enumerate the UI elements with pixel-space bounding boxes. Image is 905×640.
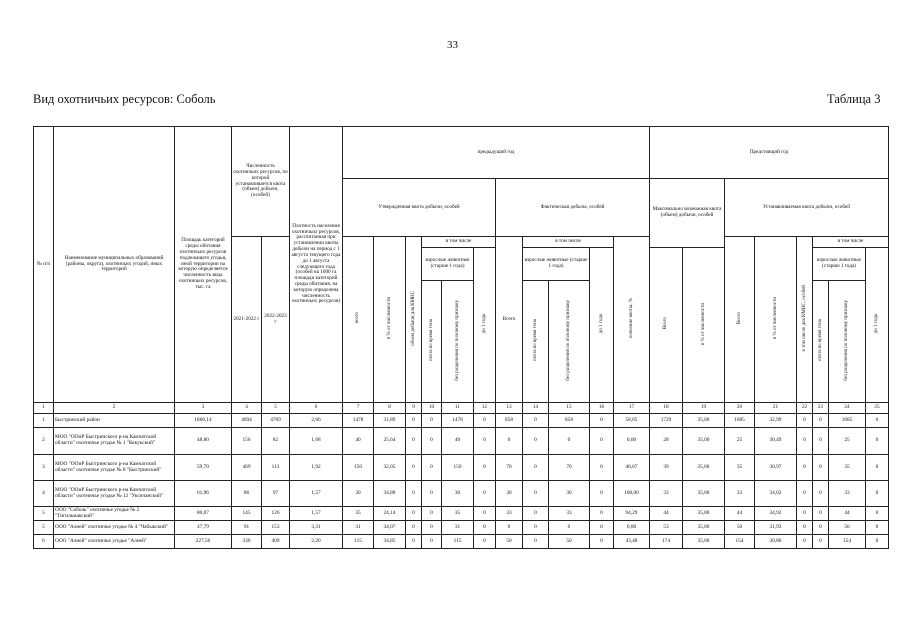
table-cell: 0 bbox=[523, 507, 549, 521]
header-actual-harvest: Фактическая добыча, особей bbox=[496, 179, 650, 237]
table-cell: 33 bbox=[829, 481, 866, 507]
table-label: Таблица 3 bbox=[827, 92, 881, 106]
table-cell: 32,99 bbox=[755, 414, 797, 428]
table-cell: 0,00 bbox=[614, 428, 650, 455]
table-cell: 1,57 bbox=[290, 481, 343, 507]
header-ns-pct: в % от численности bbox=[755, 237, 797, 403]
table-cell: 145 bbox=[232, 507, 262, 521]
table-cell: 28 bbox=[650, 428, 683, 455]
table-row bbox=[34, 414, 889, 428]
table-cell: 0 bbox=[866, 521, 889, 535]
table-cell: 0 bbox=[406, 535, 422, 549]
column-number-row bbox=[34, 403, 889, 414]
table-cell: 0 bbox=[474, 455, 496, 481]
table-cell: 0 bbox=[813, 414, 829, 428]
table-cell: 0 bbox=[813, 521, 829, 535]
table-cell: 46,67 bbox=[614, 455, 650, 481]
table-cell: 34,88 bbox=[374, 481, 406, 507]
table-cell: 70 bbox=[549, 455, 590, 481]
table-cell: 4769 bbox=[262, 414, 290, 428]
table-cell: 0 bbox=[866, 455, 889, 481]
column-number-cell: 5 bbox=[262, 403, 290, 414]
row-name-cell: Быстринский район bbox=[54, 414, 175, 428]
header-pq-nosex: без разделения по половому признаку bbox=[442, 281, 474, 403]
table-cell: 0,00 bbox=[614, 521, 650, 535]
header-population: Численность охотничьих ресурсов, по которой устанавливается квота (объем) добычи, (особей) bbox=[232, 127, 290, 237]
table-cell: 0 bbox=[797, 414, 813, 428]
header-ns-under1: до 1 года bbox=[866, 248, 889, 403]
table-cell: 2 bbox=[34, 428, 54, 455]
table-cell: 0 bbox=[797, 507, 813, 521]
table-row bbox=[34, 521, 889, 535]
row-name-cell: ООО "Алней" охотничье угодье "Алней" bbox=[54, 535, 175, 549]
table-cell: 34,02 bbox=[755, 481, 797, 507]
row-name-cell: МОО "ООиР Быстринского р-на Камчатской области" охотничье угодье № 1 "Кекукский" bbox=[54, 428, 175, 455]
table-cell: 43,48 bbox=[614, 535, 650, 549]
header-next-year: Предстоящий год bbox=[650, 127, 889, 179]
table-cell: 30 bbox=[496, 481, 523, 507]
column-number-cell: 9 bbox=[406, 403, 422, 414]
table-cell: 25,64 bbox=[374, 428, 406, 455]
table-cell: 35 bbox=[725, 455, 755, 481]
column-number-cell: 19 bbox=[683, 403, 725, 414]
table-cell: 35 bbox=[343, 507, 374, 521]
table-cell: 0 bbox=[474, 481, 496, 507]
table-cell: 0 bbox=[496, 428, 523, 455]
table-cell: 0 bbox=[813, 455, 829, 481]
table-cell: 70 bbox=[496, 455, 523, 481]
table-cell: 0 bbox=[590, 481, 614, 507]
table-cell: 0 bbox=[866, 535, 889, 549]
table-cell: 0 bbox=[590, 455, 614, 481]
table-cell: 5 bbox=[34, 521, 54, 535]
table-cell: 34,07 bbox=[374, 521, 406, 535]
table-cell: 0 bbox=[549, 428, 590, 455]
table-cell: 1478 bbox=[442, 414, 474, 428]
table-cell: 1685 bbox=[829, 414, 866, 428]
document-title: Вид охотничьих ресурсов: Соболь bbox=[33, 92, 216, 106]
table-cell: 40 bbox=[442, 428, 474, 455]
table-cell: 1729 bbox=[650, 414, 683, 428]
header-pq-adults: взрослые животные (старше 1 года) bbox=[422, 248, 474, 281]
column-number-cell: 13 bbox=[496, 403, 523, 414]
table-cell: 469 bbox=[232, 455, 262, 481]
table-row bbox=[34, 535, 889, 549]
table-cell: 35,00 bbox=[683, 507, 725, 521]
header-ns-adults: взрослые животные (старше 1 года) bbox=[813, 248, 866, 281]
table-cell: 0 bbox=[474, 428, 496, 455]
table-cell: 0 bbox=[797, 535, 813, 549]
header-pa-incl: в том числе bbox=[523, 237, 614, 248]
table-cell: 0 bbox=[590, 535, 614, 549]
header-pa-total: Всего bbox=[496, 237, 523, 403]
header-nm-total: Всего bbox=[650, 248, 683, 403]
table-cell: 0 bbox=[866, 481, 889, 507]
table-cell: 0 bbox=[797, 481, 813, 507]
table-cell: 154 bbox=[829, 535, 866, 549]
column-number-cell: 23 bbox=[813, 403, 829, 414]
table-cell: 50 bbox=[725, 521, 755, 535]
column-number-cell: 11 bbox=[442, 403, 474, 414]
header-pq-kmns: объем добычи для КМНС bbox=[406, 237, 422, 403]
column-number-cell: 14 bbox=[523, 403, 549, 414]
header-name: Наименование муниципальных образований (районы, округа), охотничьих угодий, иных территорий bbox=[54, 127, 175, 403]
table-cell: 0 bbox=[422, 507, 442, 521]
table-cell: 0 bbox=[422, 428, 442, 455]
table-cell: 0 bbox=[590, 521, 614, 535]
table-cell: 30 bbox=[442, 481, 474, 507]
page-number: 33 bbox=[447, 39, 458, 51]
table-cell: 115 bbox=[343, 535, 374, 549]
header-max-quota: Максимально возможная квота (объем) добычи, особей bbox=[650, 179, 725, 248]
table-cell: 97 bbox=[262, 481, 290, 507]
quota-table bbox=[33, 126, 889, 549]
table-cell: 59,70 bbox=[175, 455, 232, 481]
table-cell: 330 bbox=[232, 535, 262, 549]
column-number-cell: 4 bbox=[232, 403, 262, 414]
column-number-cell: 22 bbox=[797, 403, 813, 414]
table-cell: 34,85 bbox=[374, 535, 406, 549]
table-cell: 30 bbox=[549, 481, 590, 507]
table-cell: 35,00 bbox=[683, 535, 725, 549]
header-pa-rut: охота во время гона bbox=[523, 281, 549, 403]
table-row bbox=[34, 428, 889, 455]
header-pq-rut: охота во время гона bbox=[422, 281, 442, 403]
table-cell: 0 bbox=[866, 507, 889, 521]
table-cell: 6 bbox=[34, 535, 54, 549]
header-ns-total: Всего bbox=[725, 237, 755, 403]
header-set-quota: Устанавливаемая квота добычи, особей bbox=[725, 179, 889, 237]
column-number-cell: 18 bbox=[650, 403, 683, 414]
table-cell: 174 bbox=[650, 535, 683, 549]
table-cell: 150 bbox=[442, 455, 474, 481]
header-ns-nosex: без разделения по половому признаку bbox=[829, 281, 866, 403]
header-pa-nosex: без разделения по половому признаку bbox=[549, 281, 590, 403]
table-cell: 48,80 bbox=[175, 428, 232, 455]
table-cell: 94,29 bbox=[614, 507, 650, 521]
table-cell: 858 bbox=[496, 414, 523, 428]
table-cell: 58,05 bbox=[614, 414, 650, 428]
column-number-cell: 1 bbox=[34, 403, 54, 414]
table-cell: 0 bbox=[590, 414, 614, 428]
table-cell: 0 bbox=[406, 455, 422, 481]
column-number-cell: 2 bbox=[54, 403, 175, 414]
table-cell: 35,00 bbox=[683, 455, 725, 481]
table-cell: 0 bbox=[422, 535, 442, 549]
table-cell: 0 bbox=[523, 414, 549, 428]
table-cell: 1685 bbox=[725, 414, 755, 428]
header-pq-total: всего bbox=[343, 237, 374, 403]
column-number-cell: 10 bbox=[422, 403, 442, 414]
column-number-cell: 17 bbox=[614, 403, 650, 414]
table-cell: 30 bbox=[343, 481, 374, 507]
column-number-cell: 15 bbox=[549, 403, 590, 414]
header-pa-under1: до 1 года bbox=[590, 248, 614, 403]
table-cell: 115 bbox=[442, 535, 474, 549]
table-cell: 126 bbox=[262, 507, 290, 521]
table-cell: 150 bbox=[343, 455, 374, 481]
table-cell: 33 bbox=[725, 481, 755, 507]
table-cell: 44 bbox=[725, 507, 755, 521]
table-cell: 858 bbox=[549, 414, 590, 428]
table-row bbox=[34, 455, 889, 481]
table-cell: 0 bbox=[523, 428, 549, 455]
table-cell: 0 bbox=[866, 428, 889, 455]
table-cell: 0 bbox=[474, 521, 496, 535]
table-cell: 0 bbox=[474, 414, 496, 428]
table-cell: 0 bbox=[496, 521, 523, 535]
table-cell: 3 bbox=[34, 455, 54, 481]
column-number-cell: 12 bbox=[474, 403, 496, 414]
table-cell: 35,00 bbox=[683, 481, 725, 507]
table-cell: 0 bbox=[406, 507, 422, 521]
header-pq-under1: до 1 года bbox=[474, 248, 496, 403]
table-cell: 100,00 bbox=[614, 481, 650, 507]
table-cell: 34,92 bbox=[755, 507, 797, 521]
header-prev-year: предыдущий год bbox=[343, 127, 650, 179]
header-ns-incl: в том числе bbox=[813, 237, 889, 248]
table-cell: 31 bbox=[343, 521, 374, 535]
table-cell: 86 bbox=[232, 481, 262, 507]
table-cell: 30,49 bbox=[755, 428, 797, 455]
table-cell: 0 bbox=[406, 428, 422, 455]
header-num: № п/п bbox=[34, 127, 54, 403]
table-cell: 409 bbox=[262, 535, 290, 549]
table-cell: 154 bbox=[725, 535, 755, 549]
table-cell: 0 bbox=[797, 428, 813, 455]
table-cell: 35 bbox=[829, 455, 866, 481]
table-cell: 35 bbox=[442, 507, 474, 521]
table-cell: 0 bbox=[406, 481, 422, 507]
table-cell: 0 bbox=[523, 481, 549, 507]
table-cell: 82 bbox=[262, 428, 290, 455]
row-name-cell: ООО "Алней" охотничье угодье № 4 "Чабыкский" bbox=[54, 521, 175, 535]
row-name-cell: МОО "ООиР Быстринского р-на Камчатской области" охотничье угодье № 8 "Быстринский" bbox=[54, 455, 175, 481]
table-cell: 0 bbox=[797, 455, 813, 481]
table-cell: 0 bbox=[406, 521, 422, 535]
header-ns-kmns: в том числе для КМНС, особей bbox=[797, 237, 813, 403]
column-number-cell: 3 bbox=[175, 403, 232, 414]
table-cell: 40 bbox=[343, 428, 374, 455]
column-number-cell: 16 bbox=[590, 403, 614, 414]
table-cell: 3,31 bbox=[290, 521, 343, 535]
column-number-cell: 8 bbox=[374, 403, 406, 414]
table-cell: 91 bbox=[232, 521, 262, 535]
table-cell: 32,05 bbox=[374, 455, 406, 481]
table-cell: 30,97 bbox=[755, 455, 797, 481]
table-cell: 4694 bbox=[232, 414, 262, 428]
column-number-cell: 24 bbox=[829, 403, 866, 414]
table-cell: 30,86 bbox=[755, 535, 797, 549]
table-cell: 0 bbox=[813, 535, 829, 549]
row-name-cell: ООО "Соболь" охотничье угодье № 2 "Тигильмакский" bbox=[54, 507, 175, 521]
table-cell: 2,20 bbox=[290, 535, 343, 549]
header-pq-pct: в % от численности bbox=[374, 237, 406, 403]
table-cell: 50 bbox=[829, 521, 866, 535]
table-cell: 33 bbox=[496, 507, 523, 521]
table-cell: 44 bbox=[829, 507, 866, 521]
header-year-b: 2022-2023 г bbox=[262, 237, 290, 403]
table-row bbox=[34, 507, 889, 521]
header-nm-pct: в % от численности bbox=[683, 248, 725, 403]
table-cell: 0 bbox=[813, 481, 829, 507]
header-year-a: 2021-2022 г bbox=[232, 237, 262, 403]
header-pq-incl: в том числе bbox=[422, 237, 496, 248]
table-cell: 0 bbox=[797, 521, 813, 535]
table-cell: 53 bbox=[650, 521, 683, 535]
table-cell: 24,14 bbox=[374, 507, 406, 521]
table-cell: 80,07 bbox=[175, 507, 232, 521]
header-pa-adults: взрослые животные (старше 1 года) bbox=[523, 248, 590, 281]
table-cell: 25 bbox=[725, 428, 755, 455]
table-cell: 1,92 bbox=[290, 455, 343, 481]
table-cell: 33 bbox=[549, 507, 590, 521]
table-cell: 1,57 bbox=[290, 507, 343, 521]
table-cell: 50 bbox=[549, 535, 590, 549]
table-cell: 35,00 bbox=[683, 414, 725, 428]
table-cell: 156 bbox=[232, 428, 262, 455]
table-cell: 25 bbox=[829, 428, 866, 455]
header-pa-mastering: освоение квоты, % bbox=[614, 237, 650, 403]
table-cell: 0 bbox=[422, 414, 442, 428]
table-cell: 1 bbox=[34, 414, 54, 428]
table-cell: 4 bbox=[34, 481, 54, 507]
table-cell: 113 bbox=[262, 455, 290, 481]
table-cell: 0 bbox=[523, 535, 549, 549]
table-cell: 0 bbox=[549, 521, 590, 535]
table-cell: 0 bbox=[422, 481, 442, 507]
column-number-cell: 25 bbox=[866, 403, 889, 414]
table-cell: 61,96 bbox=[175, 481, 232, 507]
table-cell: 33 bbox=[650, 481, 683, 507]
table-cell: 31 bbox=[442, 521, 474, 535]
table-cell: 0 bbox=[406, 414, 422, 428]
table-cell: 0 bbox=[523, 521, 549, 535]
table-cell: 35,00 bbox=[683, 428, 725, 455]
table-cell: 39 bbox=[650, 455, 683, 481]
table-cell: 1,68 bbox=[290, 428, 343, 455]
table-cell: 227,56 bbox=[175, 535, 232, 549]
table-cell: 0 bbox=[422, 521, 442, 535]
table-cell: 50 bbox=[496, 535, 523, 549]
column-number-cell: 6 bbox=[290, 403, 343, 414]
header-density: Плотность населения охотничьих ресурсов, рассчитанная при установлении квоты добычи на период с 1 августа текущего года до 1 августа следующего года (особей на 1000 га площади категорий среды обитания, на которую определена численность охотничьих ресурсов) bbox=[290, 127, 343, 403]
table-cell: 153 bbox=[262, 521, 290, 535]
table-cell: 35,00 bbox=[683, 521, 725, 535]
table-cell: 2,66 bbox=[290, 414, 343, 428]
table-cell: 0 bbox=[813, 507, 829, 521]
table-cell: 0 bbox=[474, 507, 496, 521]
column-number-cell: 7 bbox=[343, 403, 374, 414]
table-cell: 0 bbox=[813, 428, 829, 455]
table-cell: 31,93 bbox=[755, 521, 797, 535]
table-row bbox=[34, 481, 889, 507]
table-cell: 1478 bbox=[343, 414, 374, 428]
table-cell: 0 bbox=[474, 535, 496, 549]
header-ns-rut: охота во время гона bbox=[813, 281, 829, 403]
table-cell: 1866,14 bbox=[175, 414, 232, 428]
table-cell: 0 bbox=[590, 507, 614, 521]
table-cell: 5 bbox=[34, 507, 54, 521]
table-cell: 31,89 bbox=[374, 414, 406, 428]
table-cell: 47,79 bbox=[175, 521, 232, 535]
column-number-cell: 21 bbox=[755, 403, 797, 414]
row-name-cell: МОО "ООиР Быстринского р-на Камчатской области" охотничье угодье № 12 "Уксичанский" bbox=[54, 481, 175, 507]
table-cell: 0 bbox=[866, 414, 889, 428]
table-cell: 0 bbox=[422, 455, 442, 481]
column-number-cell: 20 bbox=[725, 403, 755, 414]
header-area: Площадь категорий среды обитания охотничьих ресурсов подлежащего угодья, иной территории на которую определяется численность вида охотничьих ресурсов, тыс. га bbox=[175, 127, 232, 403]
table-cell: 0 bbox=[523, 455, 549, 481]
table-cell: 0 bbox=[590, 428, 614, 455]
header-approved-quota: Утвержденная квота добычи, особей bbox=[343, 179, 496, 237]
table-cell: 44 bbox=[650, 507, 683, 521]
